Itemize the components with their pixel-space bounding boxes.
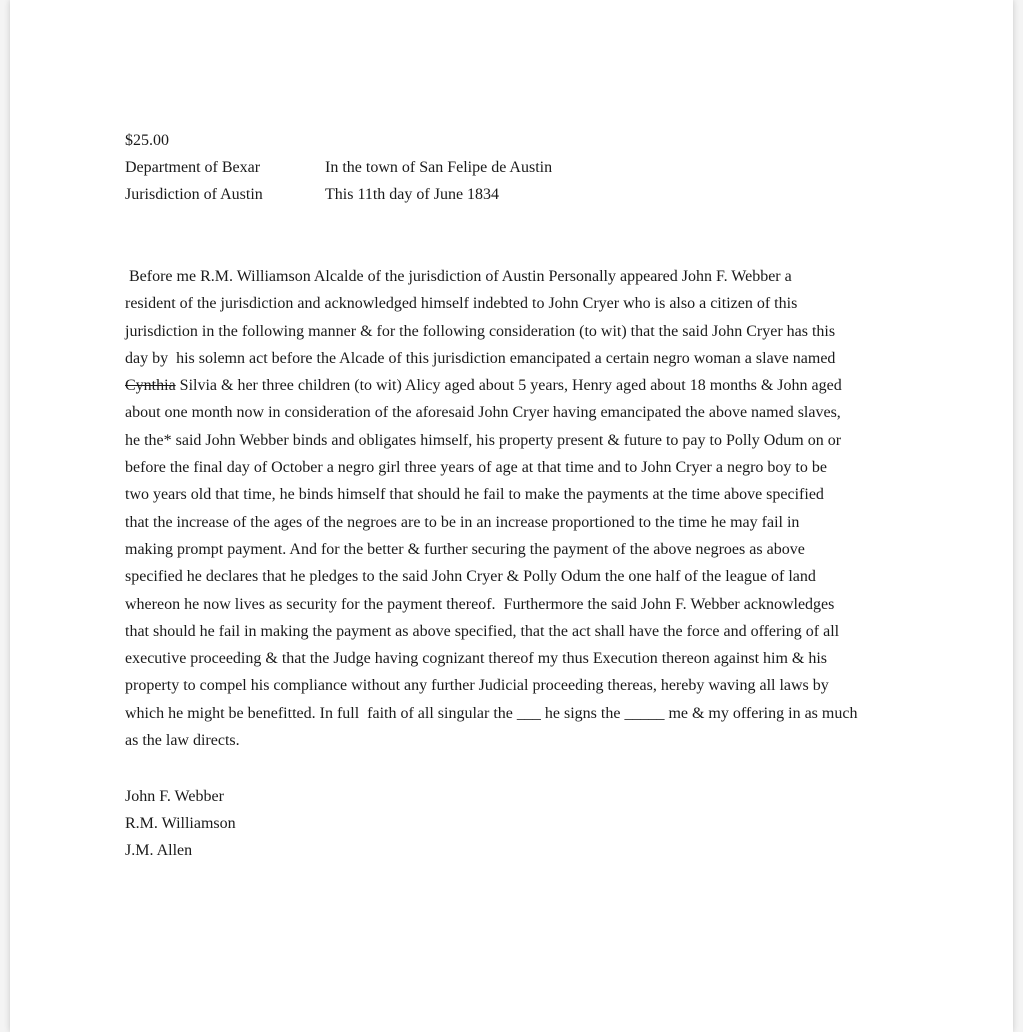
document-page	[10, 0, 1013, 1032]
body-line: that the increase of the ages of the negroes are to be in an increase proportioned to the time he may fail in	[125, 513, 800, 531]
date: This 11th day of June 1834	[325, 186, 500, 203]
body-line: he the* said John Webber binds and obligates himself, his property present & future to pay to Polly Odum on or	[125, 431, 842, 449]
body-line: whereon he now lives as security for the payment thereof. Furthermore the said John F. Webber acknowledges	[125, 595, 835, 613]
body-line: specified he declares that he pledges to the said John Cryer & Polly Odum the one half of the league of land	[125, 568, 816, 586]
body-line: as the law directs.	[125, 732, 240, 750]
body-paragraph	[125, 263, 905, 754]
department: Department of Bexar	[125, 159, 261, 176]
body-line: two years old that time, he binds himself that should he fail to make the payments at the time above specified	[125, 486, 824, 504]
body-line: executive proceeding & that the Judge having cognizant thereof my thus Execution thereon against him & his	[125, 650, 828, 668]
signature-block	[125, 783, 236, 864]
body-line: making prompt payment. And for the better & further securing the payment of the above negroes as above	[125, 540, 805, 558]
signature-allen: J.M. Allen	[125, 842, 193, 859]
struck-name: Cynthia	[125, 377, 176, 395]
amount: $25.00	[125, 132, 169, 149]
body-line: before the final day of October a negro girl three years of age at that time and to John Cryer a negro boy to be	[125, 459, 827, 477]
body-line: day by his solemn act before the Alcade of this jurisdiction emancipated a certain negro woman a slave named	[125, 349, 836, 367]
body-line: about one month now in consideration of the aforesaid John Cryer having emancipated the above named slaves,	[125, 404, 841, 422]
signature-webber: John F. Webber	[125, 788, 224, 805]
body-line-rest: Silvia & her three children (to wit) Alicy aged about 5 years, Henry aged about 18 months & John aged	[175, 377, 842, 395]
town: In the town of San Felipe de Austin	[325, 159, 553, 176]
header-row-2	[125, 184, 499, 206]
jurisdiction: Jurisdiction of Austin	[125, 186, 263, 203]
signature-williamson: R.M. Williamson	[125, 815, 236, 832]
body-line: property to compel his compliance without any further Judicial proceeding thereas, hereby waving all laws by	[125, 677, 829, 695]
body-line: jurisdiction in the following manner & for the following consideration (to wit) that the said John Cryer has this	[125, 322, 836, 340]
body-line	[125, 372, 905, 399]
body-line: resident of the jurisdiction and acknowledged himself indebted to John Cryer who is also a citizen of this	[125, 295, 798, 313]
header-row-1	[125, 157, 552, 179]
body-line: Before me R.M. Williamson Alcalde of the jurisdiction of Austin Personally appeared John F. Webber a	[125, 268, 792, 285]
body-line: that should he fail in making the payment as above specified, that the act shall have the force and offering of all	[125, 622, 840, 640]
body-line: which he might be benefitted. In full faith of all singular the ___ he signs the _____ me & my offering in as much	[125, 704, 858, 722]
